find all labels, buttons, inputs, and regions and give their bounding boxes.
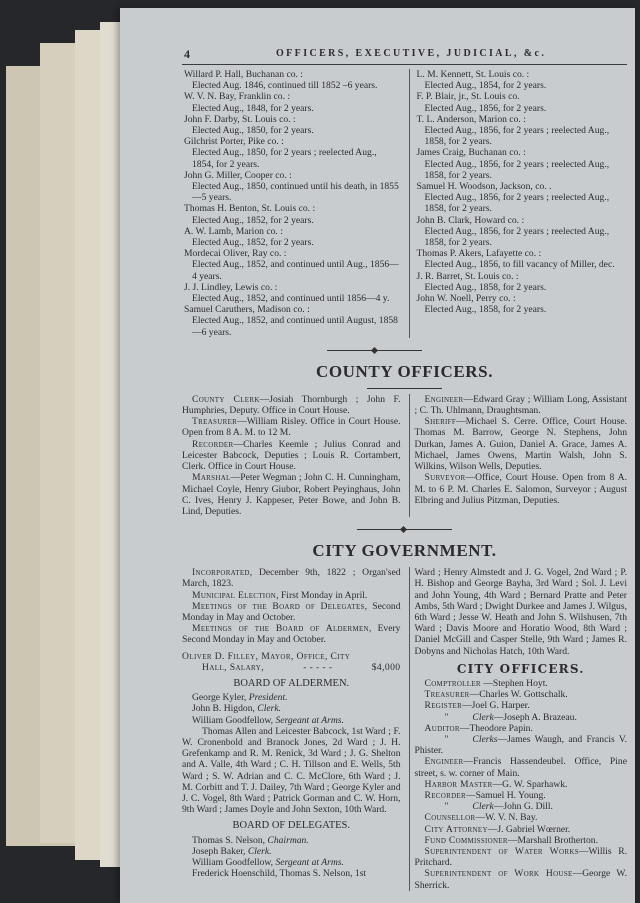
office-holders: , Every Second Monday in May and October.	[182, 623, 401, 646]
county-left-column	[182, 394, 405, 517]
official-name: John B. Clark, Howard co. :	[416, 214, 525, 226]
ornament	[182, 342, 627, 358]
ornament-diamond	[371, 347, 378, 354]
office-holder: —G. W. Sparhawk.	[492, 778, 568, 790]
officer-role: Clerk.	[257, 703, 282, 715]
city-office	[415, 824, 628, 835]
office-label: Recorder	[192, 438, 234, 450]
office-label: Clerk	[472, 801, 494, 813]
office-label: Clerks	[472, 733, 498, 745]
list-item	[182, 91, 401, 113]
running-header	[182, 48, 627, 64]
officer-role: Clerk.	[247, 845, 272, 857]
city-office	[415, 712, 628, 723]
county-office	[182, 472, 401, 517]
office-label: Treasurer	[192, 416, 238, 428]
county-office	[415, 394, 628, 416]
book-page	[120, 8, 635, 903]
city-office	[415, 678, 628, 689]
official-name: W. V. N. Bay, Franklin co. :	[184, 91, 291, 103]
board-officer	[182, 857, 401, 868]
mayor-line: Oliver D. Filley, Mayor, Office, City	[182, 650, 351, 662]
election-detail: Elected Aug., 1852, for 2 years.	[192, 214, 314, 226]
list-item	[415, 69, 628, 91]
city-office	[415, 723, 628, 734]
city-office	[415, 801, 628, 812]
officer-name: John B. Higdon,	[192, 703, 258, 715]
official-name: Samuel H. Woodson, Jackson, co. .	[416, 181, 552, 193]
official-name: J. J. Lindley, Lewis co. :	[184, 281, 278, 293]
ornament	[182, 521, 627, 537]
election-detail: Elected Aug., 1852, for 2 years.	[192, 237, 314, 249]
list-item	[415, 271, 628, 293]
office-label: Meetings of the Board of Aldermen	[192, 623, 369, 635]
office-holders: —Edward Gray ; William Long, Assistant ; C. Th. Uhlmann, Draughtsman.	[414, 393, 627, 417]
list-item	[182, 226, 401, 248]
election-detail: Elected Aug., 1852, and continued until Aug., 1856—4 years.	[192, 259, 399, 282]
office-holder: —Joel G. Harper.	[462, 700, 530, 712]
official-name: John G. Miller, Cooper co. :	[184, 169, 292, 181]
office-holder: —John G. Dill.	[493, 801, 553, 813]
official-name: Thomas P. Akers, Lafayette co. :	[416, 248, 542, 260]
page-number: 4	[184, 47, 190, 61]
election-detail: Elected Aug., 1856, for 2 years ; reelected Aug., 1858, for 2 years.	[424, 225, 610, 249]
city-office	[415, 756, 628, 778]
city-office	[415, 846, 628, 868]
office-holder: —Samuel H. Young.	[465, 789, 546, 801]
officer-name: William Goodfellow,	[192, 714, 276, 726]
official-name: T. L. Anderson, Marion co. :	[416, 113, 526, 125]
city-right-column	[409, 567, 628, 891]
official-name: F. P. Blair, jr., St. Louis co.	[416, 91, 520, 103]
official-name: L. M. Kennett, St. Louis co. :	[416, 69, 530, 80]
office-label: Register	[424, 700, 463, 712]
election-detail: Elected Aug., 1856, for 2 years ; reelected Aug., 1858, for 2 years.	[424, 158, 610, 181]
official-name: John F. Darby, St. Louis co. :	[184, 113, 296, 125]
officer-name: Thomas S. Nelson,	[192, 834, 268, 846]
office-label: Superintendent of Work House	[424, 868, 573, 880]
ditto-mark: "	[444, 801, 449, 813]
office-holder: —Joseph A. Brazeau.	[493, 711, 577, 723]
board-officer	[182, 715, 401, 726]
election-detail: Elected Aug., 1856, for 2 years.	[424, 102, 547, 114]
office-label: Incorporated	[192, 567, 250, 579]
list-item	[415, 181, 628, 215]
office-holder: —Marshall Brotherton.	[507, 834, 598, 846]
office-holders: —Peter Wegman ; John C. H. Cunningham, Michael Coyle, Henry Giubor, Robert Peyinghaus, John C. Ives, Henry J. Kappeser, Peter Bowe, and John B. Lind, Deputies.	[182, 472, 401, 517]
election-detail: Elected Aug., 1858, for 2 years.	[424, 281, 547, 293]
office-holder: —Willis R. Pritchard.	[414, 845, 627, 869]
election-detail: Elected Aug., 1850, for 2 years.	[192, 125, 314, 137]
official-name: A. W. Lamb, Marion co. :	[184, 225, 283, 237]
heading-underline	[367, 388, 442, 389]
election-detail: Elected Aug., 1856, for 2 years ; reelected Aug., 1858, for 2 years.	[424, 192, 610, 215]
board-officer	[182, 835, 401, 846]
office-holders: , Second Monday in May and October.	[182, 600, 401, 623]
office-label: Superintendent of Water Works	[424, 845, 579, 857]
city-government-heading: CITY GOVERNMENT.	[312, 541, 497, 561]
official-name: John W. Noell, Perry co. :	[416, 293, 516, 305]
board-officer	[182, 692, 401, 703]
salary-value: $4,000	[371, 661, 401, 673]
city-office	[415, 835, 628, 846]
list-item	[182, 170, 401, 204]
city-office	[415, 868, 628, 890]
official-name: Mordecai Oliver, Ray co. :	[184, 248, 287, 260]
office-holder: —J. Gabriel Wœrner.	[487, 823, 571, 835]
office-holder: —Theodore Papin.	[459, 722, 533, 734]
office-label: County Clerk	[192, 393, 260, 405]
list-item	[182, 136, 401, 170]
city-office	[415, 689, 628, 700]
office-label: Auditor	[424, 722, 460, 734]
officer-role: Sergeant at Arms.	[275, 714, 344, 726]
officer-role: President.	[248, 692, 288, 704]
office-label: Sheriff	[424, 416, 457, 428]
office-label: Recorder	[424, 789, 466, 801]
board-heading: BOARD OF ALDERMEN.	[233, 677, 350, 689]
ditto-mark: "	[444, 711, 449, 723]
office-label: Marshal	[192, 472, 231, 484]
ward-members: Thomas Allen and Leicester Babcock, 1st Ward ; F. W. Cronenbold and Branock Jones, 2d Ward ; J. H. Grefenkamp and R. M. Renick, 3d Ward ; J. G. Shelton and A. Valle, 4th Ward ; C. H. Tillson and E. Wells, 5th Ward ; S. W. Adrian and C. C. McClore, 6th Ward ; J. M. Corbitt and T. J. Dailey, 7th Ward ; George Kyler and J. C. Vogel, 8th Ward ; Patrick Gorman and C. W. Horn, 9th Ward ; James Doyle and John Sexton, 10th Ward.	[182, 725, 401, 816]
board-heading: BOARD OF DELEGATES.	[232, 820, 351, 832]
top-right-column	[409, 69, 628, 338]
election-detail: Elected Aug., 1850, continued until his death, in 1855—5 years.	[192, 181, 399, 204]
office-holders: —Office, Court House. Open from 8 A. M. to 6 P. M. Charles E. Salomon, Surveyor ; August Elbring and Julius Pitzman, Deputies.	[414, 472, 627, 506]
office-holders: —William Risley. Office in Court House. Open from 8 A. M. to 12 M.	[182, 416, 401, 439]
official-name: Samuel Caruthers, Madison co. :	[184, 304, 310, 316]
election-detail: Elected Aug. 1846, continued till 1852 –6 years.	[192, 80, 378, 92]
list-item	[182, 248, 401, 282]
city-office	[415, 790, 628, 801]
official-name: Thomas H. Benton, St. Louis co. :	[184, 203, 316, 215]
city-fact	[182, 601, 401, 623]
office-label: Comptroller	[424, 677, 481, 689]
city-office	[415, 700, 628, 711]
office-label: Engineer	[424, 393, 464, 405]
list-item	[182, 69, 401, 91]
office-holder: —W. V. N. Bay.	[475, 812, 538, 824]
office-label: Clerk	[472, 711, 494, 723]
header-rule	[182, 64, 627, 65]
election-detail: Elected Aug., 1854, for 2 years.	[424, 80, 547, 92]
office-label: Treasurer	[424, 689, 470, 701]
leader-dots: - - - - -	[303, 661, 333, 673]
county-officers-heading: COUNTY OFFICERS.	[315, 361, 494, 381]
city-fact	[182, 590, 401, 601]
top-left-column	[182, 69, 405, 338]
county-office	[182, 439, 401, 473]
county-office	[182, 394, 401, 416]
county-office	[415, 472, 628, 506]
officer-role: Chairman.	[267, 834, 309, 846]
office-holder: —Charles W. Gottschalk.	[469, 689, 568, 701]
list-item	[182, 304, 401, 338]
election-detail: Elected Aug., 1852, and continued until 1856—4 y.	[192, 293, 390, 305]
salary-row	[182, 662, 401, 673]
city-section	[182, 567, 627, 891]
office-label: Fund Commissioner	[424, 834, 508, 846]
city-officers-heading: CITY OFFICERS.	[456, 661, 585, 676]
office-label: Counsellor	[424, 812, 476, 824]
office-holder: —George W. Sherrick.	[414, 868, 627, 891]
list-item	[182, 282, 401, 304]
official-name: James Craig, Buchanan co. :	[416, 147, 526, 159]
list-item	[415, 147, 628, 181]
list-item	[415, 114, 628, 148]
city-fact	[182, 623, 401, 645]
list-item	[182, 114, 401, 136]
office-label: Municipal Election	[192, 589, 277, 601]
list-item	[182, 203, 401, 225]
city-fact	[182, 567, 401, 589]
ditto-mark: "	[444, 733, 449, 745]
county-section	[182, 394, 627, 517]
ward-members: Ward ; Henry Almstedt and J. G. Vogel, 2nd Ward ; P. H. Bishop and George Bayha, 3rd Ward ; Sol. J. Levi and John Young, 4th Ward ; Bernard Pratte and Peter Ambs, 5th Ward ; Dwight Durkee and James J. Wilgus, 6th Ward ; Jesse W. Heath and John S. Wilshusen, 7th Ward ; Davis Moore and Horatio Wood, 8th Ward ; Daniel McGill and Casper Stelle, 9th Ward ; James R. Dobyns and Nicholas Hatch, 10th Ward.	[414, 567, 627, 657]
board-officer	[182, 846, 401, 857]
list-item	[415, 293, 628, 315]
election-detail: Elected Aug., 1856, for 2 years ; reelected Aug., 1858, for 2 years.	[424, 125, 610, 148]
office-holders: —Charles Keemle ; Julius Conrad and Leicester Babcock, Deputies ; Louis R. Cortambert, Clerk. Office in Court House.	[182, 438, 401, 473]
county-office	[182, 416, 401, 438]
header-title: OFFICERS, EXECUTIVE, JUDICIAL, &c.	[276, 48, 547, 59]
office-holders: —Josiah Thornburgh ; John F. Humphries, Deputy. Office in Court House.	[182, 393, 401, 417]
office-label: Harbor Master	[424, 778, 493, 790]
official-name: Willard P. Hall, Buchanan co. :	[184, 69, 303, 80]
board-officer	[182, 703, 401, 714]
mayor-entry	[182, 651, 401, 673]
election-detail: Elected Aug., 1856, to fill vacancy of Miller, dec.	[424, 259, 615, 271]
city-office	[415, 734, 628, 756]
officer-name: William Goodfellow,	[192, 856, 276, 868]
ornament-diamond	[400, 526, 407, 533]
city-office	[415, 812, 628, 823]
office-label: City Attorney	[424, 823, 488, 835]
ward-members: Frederick Hoenschild, Thomas S. Nelson, 1st	[192, 868, 367, 880]
election-detail: Elected Aug., 1850, for 2 years ; reelected Aug., 1854, for 2 years.	[192, 147, 377, 170]
officer-role: Sergeant at Arms.	[275, 856, 344, 868]
officials-section	[182, 69, 627, 338]
office-label: Engineer	[424, 756, 464, 768]
city-office	[415, 779, 628, 790]
election-detail: Elected Aug., 1852, and continued until August, 1858—6 years.	[192, 315, 398, 338]
election-detail: Elected Aug., 1848, for 2 years.	[192, 102, 314, 114]
office-label: Surveyor	[424, 472, 466, 484]
office-label: Meetings of the Board of Delegates	[192, 600, 365, 612]
election-detail: Elected Aug., 1858, for 2 years.	[424, 304, 547, 316]
office-holders: —Michael S. Cerre. Office, Court House. Thomas M. Barrow, George N. Stephens, John Durkan, James A. Guion, Daniel A. Grace, James A. Michael, James Owens, Martin Walsh, John S. Wilkins, Wilson Wells, Deputies.	[414, 416, 627, 473]
officer-name: George Kyler,	[192, 692, 249, 704]
office-holders: , December 9th, 1822 ; Organ'sed March, 1823.	[182, 567, 401, 590]
salary-label: Hall, Salary,	[202, 661, 264, 673]
list-item	[415, 91, 628, 113]
office-holder: —Francis Hassendeubel. Office, Pine street, s. w. corner of Main.	[414, 756, 627, 779]
list-item	[415, 248, 628, 270]
office-holders: , First Monday in April.	[276, 589, 368, 601]
official-name: Gilchrist Porter, Pike co. :	[184, 136, 284, 148]
county-right-column	[409, 394, 628, 517]
officer-name: Joseph Baker,	[192, 845, 248, 857]
city-left-column	[182, 567, 405, 891]
office-holder: —James Waugh, and Francis V. Phister.	[414, 733, 627, 757]
list-item	[415, 215, 628, 249]
office-holder: —Stephen Hoyt.	[480, 677, 548, 689]
official-name: J. R. Barret, St. Louis co. :	[416, 270, 519, 282]
county-office	[415, 416, 628, 472]
